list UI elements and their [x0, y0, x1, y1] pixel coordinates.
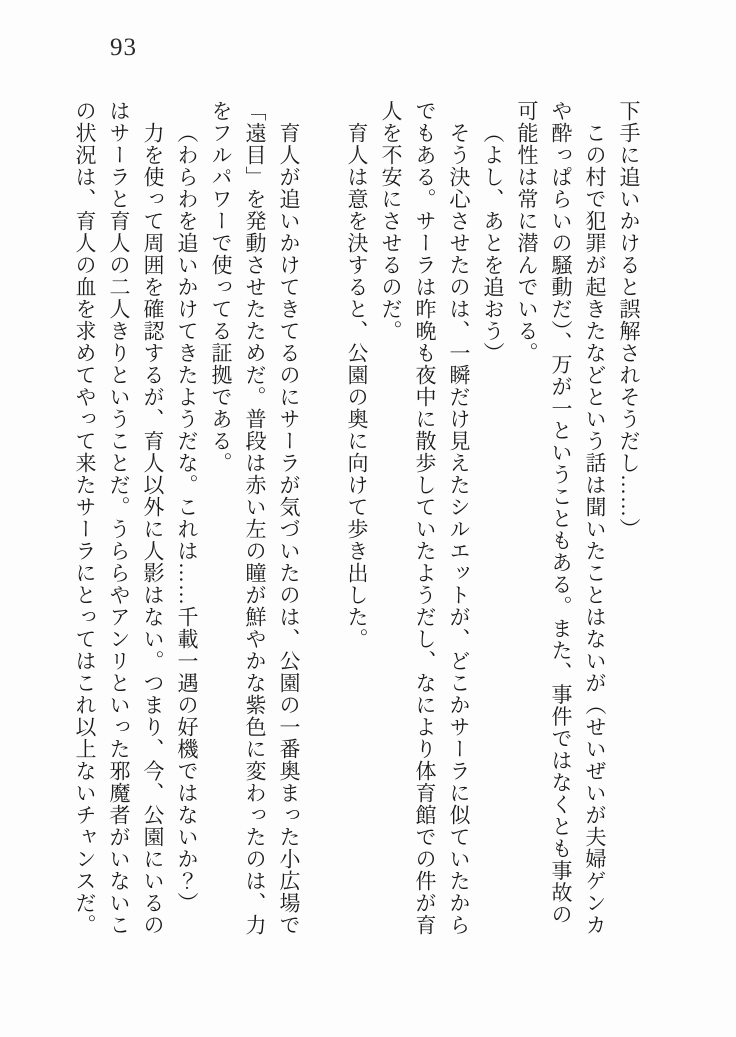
- scene-break-gap: [312, 100, 334, 942]
- text-line: この村で犯罪が起きたなどという話は聞いたことはないが（せいぜいが夫婦ゲンカ: [583, 122, 607, 936]
- page-number: 93: [110, 34, 137, 61]
- text-line: そう決心させたのは、一瞬だけ見えたシルエットが、どこかサーラに似ていたから: [447, 122, 471, 936]
- text-line: 人を不安にさせるのだ。: [379, 100, 403, 342]
- text-line: 可能性は常に潜んでいる。: [515, 100, 539, 364]
- text-line: （よし、あとを追おう）: [481, 122, 505, 364]
- text-line: をフルパワーで使ってる証拠である。: [209, 100, 233, 474]
- text-line: や酔っぱらいの騒動だ）、万が一ということもある。また、事件ではなくとも事故の: [549, 100, 573, 926]
- text-line: 下手に追いかけると誤解されそうだし……）: [617, 100, 641, 540]
- text-line: 力を使って周囲を確認するが、育人以外に人影はない。つまり、今、公園にいるの: [141, 122, 165, 936]
- text-line: 「遠目」を発動させたためだ。普段は赤い左の瞳が鮮やかな紫色に変わったのは、力: [243, 100, 267, 936]
- text-line: 育人は意を決すると、公園の奥に向けて歩き出した。: [345, 122, 369, 650]
- page-text-block: [74, 100, 640, 942]
- text-line: （わらわを追いかけてきたようだな。これは……千載一遇の好機ではないか？）: [175, 122, 199, 914]
- text-line: でもある。サーラは昨晩も夜中に散歩していたようだし、なにより体育館での件が育: [413, 100, 437, 936]
- text-line: 育人が追いかけてきてるのにサーラが気づいたのは、公園の一番奥まった小広場で: [277, 122, 301, 936]
- text-line: の状況は、育人の血を求めてやって来たサーラにとってはこれ以上ないチャンスだ。: [73, 100, 97, 936]
- text-line: はサーラと育人の二人きりということだ。うららやアンリといった邪魔者がいないこ: [107, 100, 131, 936]
